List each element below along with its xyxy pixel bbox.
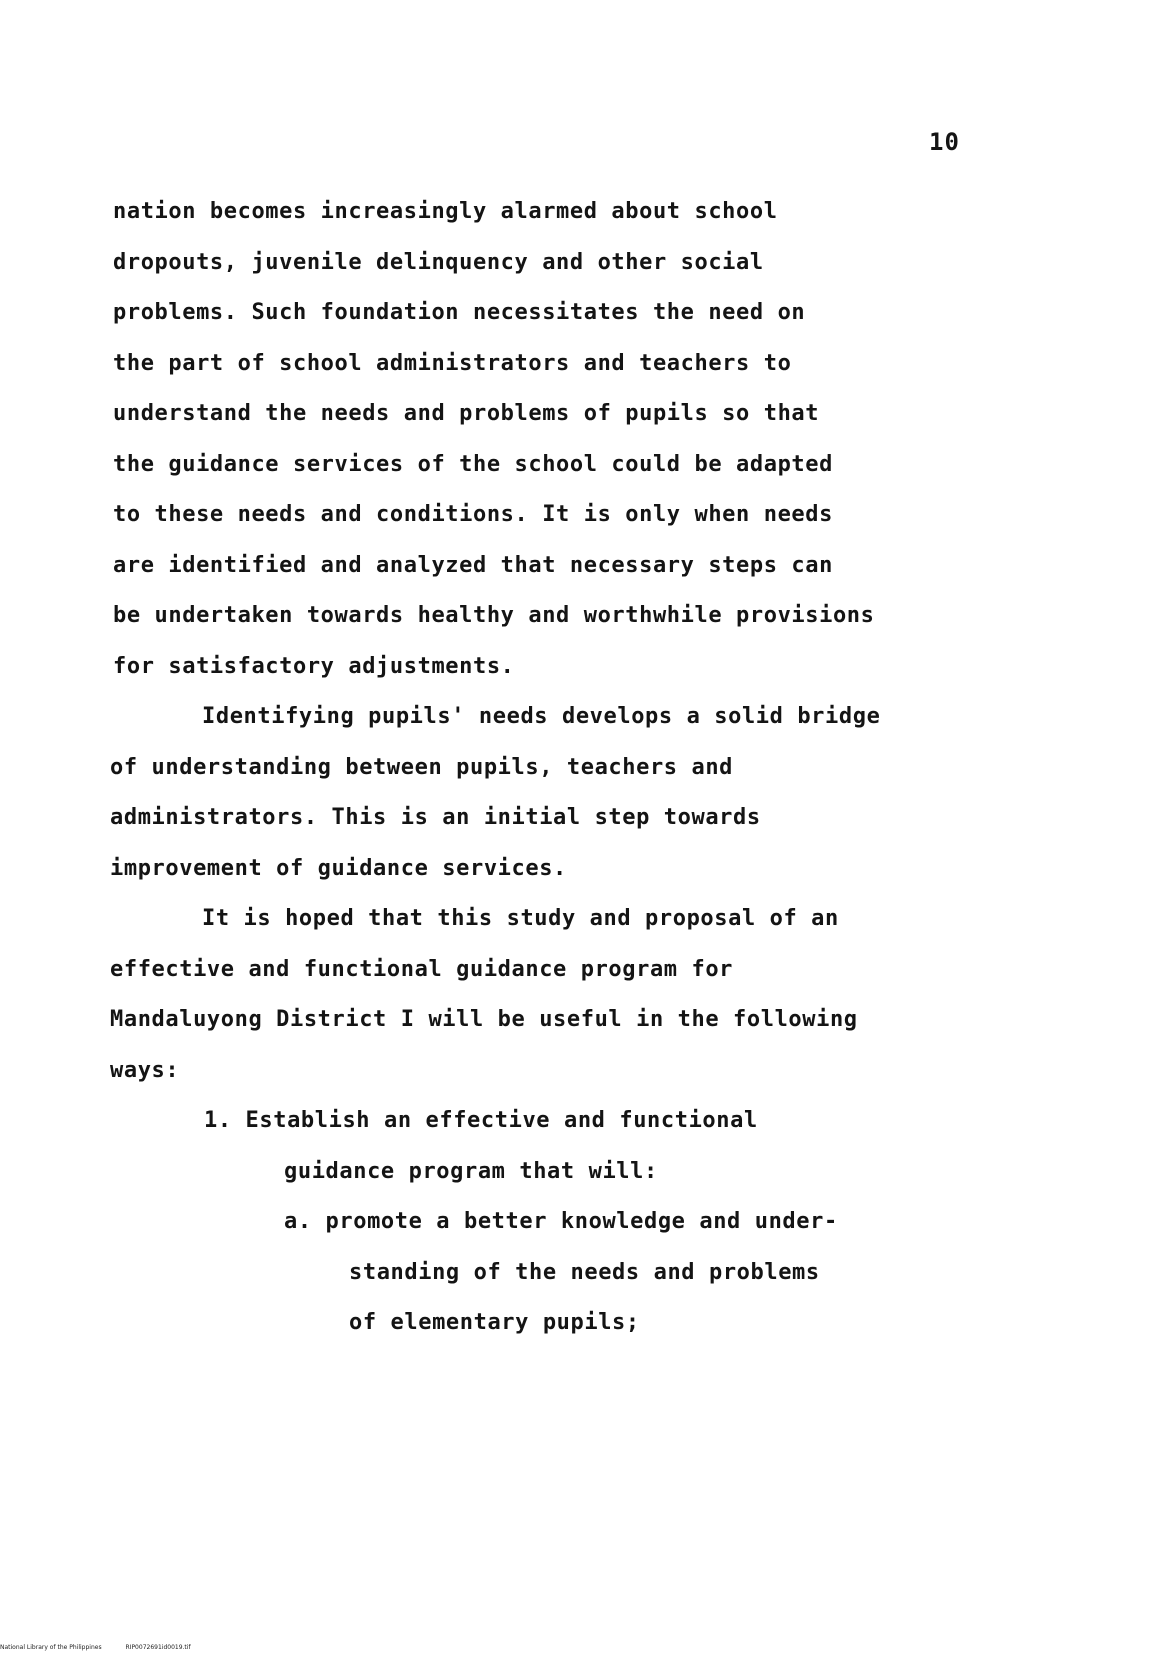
- scan-footer: [0, 1644, 191, 1651]
- text-line: to these needs and conditions. It is only when needs: [113, 502, 833, 527]
- paragraph-first-line: It is hoped that this study and proposal of an: [202, 906, 839, 931]
- paragraph-first-line: Identifying pupils' needs develops a solid bridge: [202, 704, 881, 729]
- text-line: problems. Such foundation necessitates the need on: [113, 300, 806, 325]
- page-number: 10: [929, 128, 960, 156]
- text-line: understand the needs and problems of pupils so that: [113, 401, 820, 426]
- text-line: of understanding between pupils, teachers and: [110, 755, 734, 780]
- text-line: are identified and analyzed that necessary steps can: [113, 553, 833, 578]
- text-line: nation becomes increasingly alarmed about school: [113, 199, 778, 224]
- text-line: the guidance services of the school could be adapted: [113, 452, 833, 477]
- text-line: improvement of guidance services.: [110, 856, 567, 881]
- text-line: ways:: [110, 1058, 180, 1083]
- footer-file: RIP0072691id0019.tif: [125, 1644, 191, 1651]
- footer-library: National Library of the Philippines: [0, 1644, 102, 1651]
- sub-item-a: a. promote a better knowledge and under-: [284, 1209, 838, 1234]
- text-line: effective and functional guidance program for: [110, 957, 734, 982]
- sub-item-continuation: standing of the needs and problems: [349, 1260, 820, 1285]
- list-item-1: 1. Establish an effective and functional: [204, 1108, 758, 1133]
- text-line: be undertaken towards healthy and worthwhile provisions: [113, 603, 875, 628]
- text-line: for satisfactory adjustments.: [113, 654, 515, 679]
- text-line: Mandaluyong District I will be useful in the following: [110, 1007, 858, 1032]
- list-item-continuation: guidance program that will:: [284, 1159, 658, 1184]
- sub-item-continuation: of elementary pupils;: [349, 1310, 640, 1335]
- text-line: administrators. This is an initial step towards: [110, 805, 761, 830]
- text-line: dropouts, juvenile delinquency and other social: [113, 250, 764, 275]
- text-line: the part of school administrators and teachers to: [113, 351, 792, 376]
